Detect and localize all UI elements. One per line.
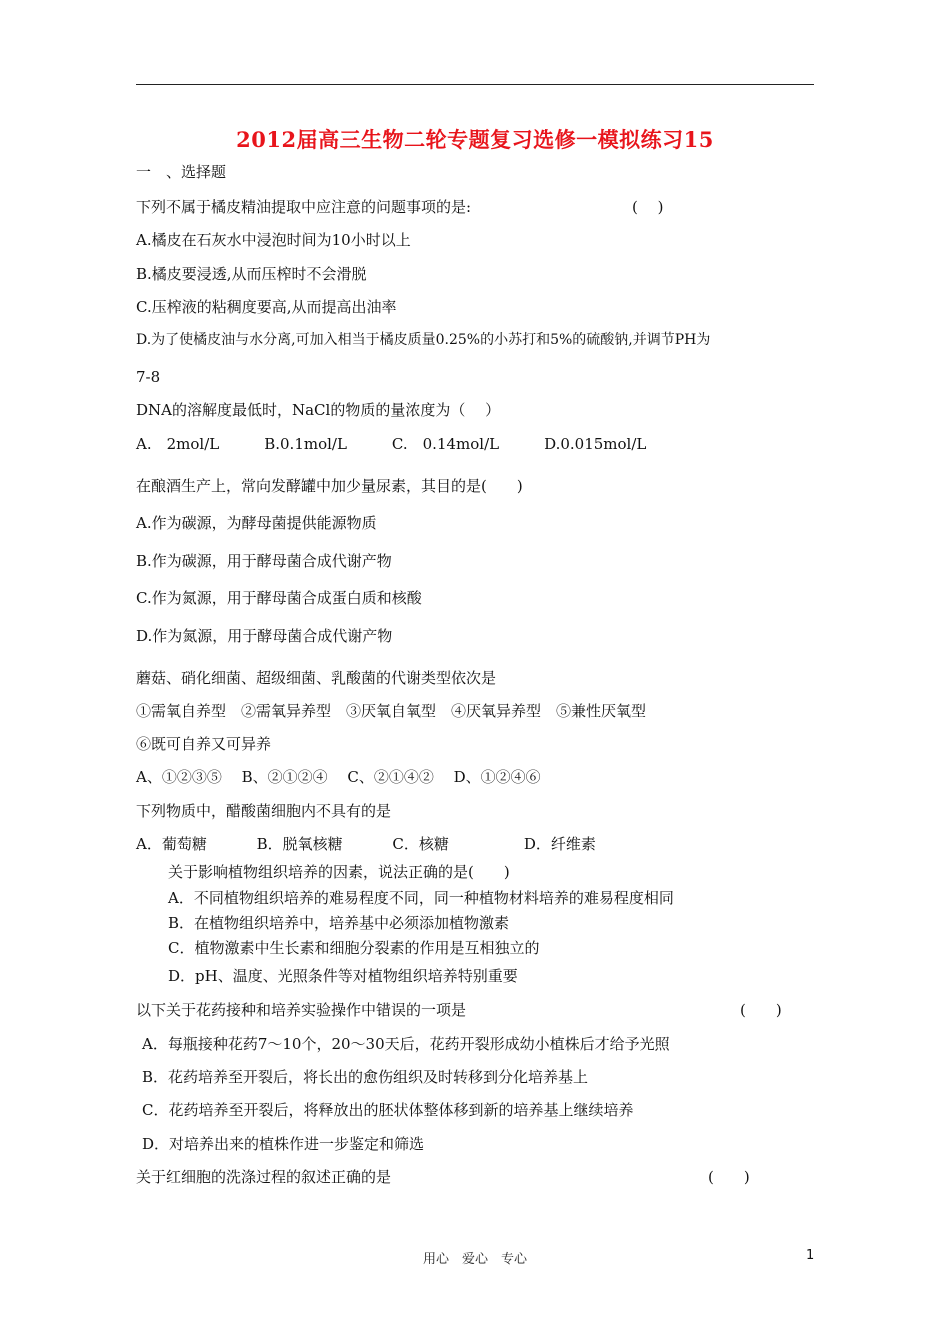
question-4-options: A、①②③⑤ B、②①②④ C、②①④② D、①②④⑥: [136, 768, 541, 786]
question-5-stem: 下列物质中，醋酸菌细胞内不具有的是: [136, 802, 392, 820]
question-1-option-d-cont: 7-8: [136, 368, 161, 386]
question-3-option-c: C.作为氮源，用于酵母菌合成蛋白质和核酸: [136, 589, 422, 607]
question-3-option-b: B.作为碳源，用于酵母菌合成代谢产物: [136, 552, 392, 570]
question-1-option-b: B.橘皮要浸透,从而压榨时不会滑脱: [136, 265, 367, 283]
question-5-options: A．葡萄糖 B．脱氧核糖 C．核糖 D．纤维素: [136, 835, 596, 853]
question-3-stem: 在酿酒生产上，常向发酵罐中加少量尿素，其目的是( ): [136, 477, 523, 495]
question-1-option-a: A.橘皮在石灰水中浸泡时间为10小时以上: [136, 231, 411, 249]
page-footer: 用心 爱心 专心: [422, 1252, 527, 1267]
question-7-option-a: A．每瓶接种花药7～10个，20～30天后，花药开裂形成幼小植株后才给予光照: [142, 1035, 670, 1053]
question-1-option-c: C.压榨液的粘稠度要高,从而提高出油率: [136, 298, 397, 316]
page-title: 2012届高三生物二轮专题复习选修一模拟练习15: [236, 127, 714, 152]
question-7-option-b: B．花药培养至开裂后，将长出的愈伤组织及时转移到分化培养基上: [142, 1068, 589, 1086]
question-7-option-d: D．对培养出来的植株作进一步鉴定和筛选: [142, 1135, 425, 1153]
question-7-option-c: C．花药培养至开裂后，将释放出的胚状体整体移到新的培养基上继续培养: [142, 1101, 634, 1119]
question-6-option-d: D．pH、温度、光照条件等对植物组织培养特别重要: [168, 967, 518, 985]
question-4-items: ①需氧自养型 ②需氧异养型 ③厌氧自氧型 ④厌氧异养型 ⑤兼性厌氧型: [136, 702, 647, 720]
question-7-answer-blank: ( ): [740, 1001, 782, 1019]
question-6-option-c: C．植物激素中生长素和细胞分裂素的作用是互相独立的: [168, 939, 540, 957]
question-7-stem: 以下关于花药接种和培养实验操作中错误的一项是: [136, 1001, 467, 1019]
question-4-stem: 蘑菇、硝化细菌、超级细菌、乳酸菌的代谢类型依次是: [136, 669, 497, 687]
question-4-items-cont: ⑥既可自养又可异养: [136, 735, 272, 753]
question-2-stem: DNA的溶解度最低时，NaCl的物质的量浓度为（ ）: [136, 401, 501, 419]
section-heading: 一 、选择题: [136, 163, 227, 181]
page-number: 1: [806, 1248, 815, 1263]
question-6-option-a: A．不同植物组织培养的难易程度不同，同一种植物材料培养的难易程度相同: [168, 889, 674, 907]
question-1-option-d: D.为了使橘皮油与水分离,可加入相当于橘皮质量0.25%的小苏打和5%的硫酸钠,并调节PH为: [136, 332, 711, 348]
question-8-stem: 关于红细胞的洗涤过程的叙述正确的是: [136, 1168, 392, 1186]
question-1-answer-blank: ( ): [632, 198, 664, 216]
question-2-options: A. 2mol/L B.0.1mol/L C. 0.14mol/L D.0.015mol/L: [136, 435, 647, 453]
header-rule: [136, 84, 814, 85]
question-1-stem: 下列不属于橘皮精油提取中应注意的问题事项的是:: [136, 198, 472, 216]
question-6-option-b: B．在植物组织培养中，培养基中必须添加植物激素: [168, 914, 510, 932]
question-6-stem: 关于影响植物组织培养的因素，说法正确的是( ): [168, 863, 510, 881]
question-3-option-d: D.作为氮源，用于酵母菌合成代谢产物: [136, 627, 393, 645]
question-3-option-a: A.作为碳源，为酵母菌提供能源物质: [136, 514, 377, 532]
question-8-answer-blank: ( ): [708, 1168, 750, 1186]
